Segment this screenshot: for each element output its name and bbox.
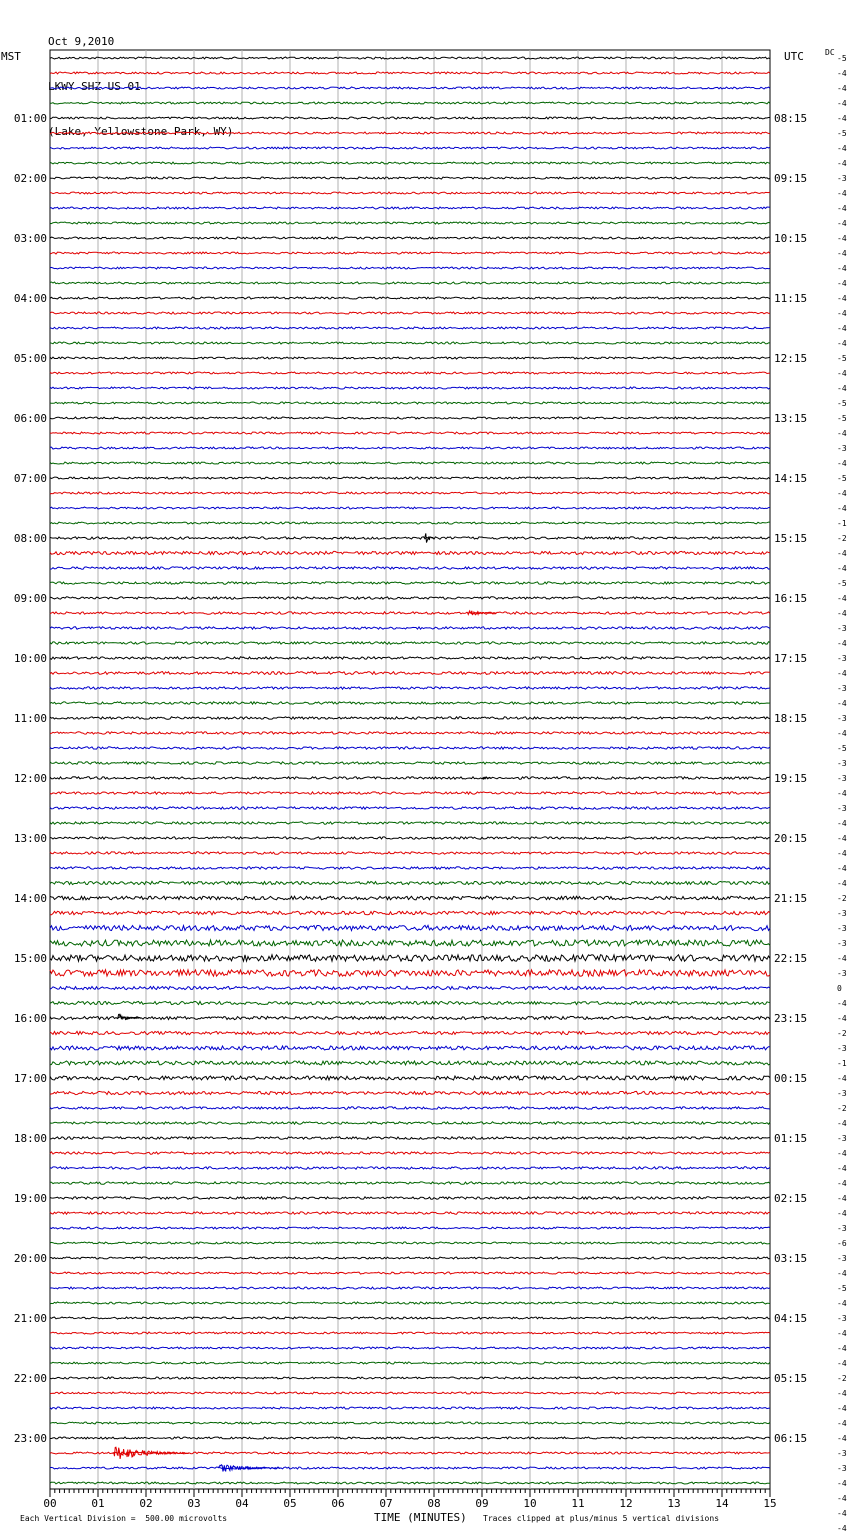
left-hour-label: 02:00 [13, 172, 47, 185]
trace-row [50, 582, 770, 584]
dc-offset-label: -4 [837, 234, 847, 243]
dc-offset-label: -3 [837, 969, 847, 978]
plot-date: Oct 9,2010 [48, 35, 115, 48]
dc-offset-label: -4 [837, 219, 847, 228]
dc-offset-label: -4 [837, 1269, 847, 1278]
trace-row [50, 237, 770, 239]
trace-row [50, 282, 770, 284]
right-hour-label: 17:15 [774, 652, 808, 665]
trace-row [50, 1212, 770, 1214]
trace-row [50, 267, 770, 269]
right-hour-label: 00:15 [774, 1072, 808, 1085]
right-hour-label: 09:15 [774, 172, 808, 185]
left-hour-label: 06:00 [13, 412, 47, 425]
left-hour-label: 19:00 [13, 1192, 47, 1205]
left-hour-label: 15:00 [13, 952, 47, 965]
scale-note: Each Vertical Division = 500.00 microvolts [20, 1514, 228, 1523]
trace-row [50, 732, 770, 734]
dc-offset-label: -4 [837, 849, 847, 858]
dc-offset-label: -4 [837, 594, 847, 603]
dc-offset-label: -4 [837, 729, 847, 738]
dc-offset-label: -2 [837, 1029, 847, 1038]
dc-offset-label: -3 [837, 714, 847, 723]
trace-row [50, 192, 770, 194]
trace-row [50, 507, 770, 509]
trace-row [50, 1482, 770, 1484]
trace-row [50, 207, 770, 209]
trace-row [50, 1227, 770, 1229]
trace-row [50, 940, 770, 946]
left-hour-label: 23:00 [13, 1432, 47, 1445]
left-hour-label: 07:00 [13, 472, 47, 485]
dc-offset-label: -5 [837, 744, 847, 753]
dc-offset-label: -2 [837, 1374, 847, 1383]
dc-offset-label: -4 [837, 999, 847, 1008]
trace-row [50, 252, 770, 254]
trace-row [50, 970, 770, 976]
dc-offset-label: -3 [837, 804, 847, 813]
trace-row [50, 672, 770, 675]
dc-offset-label: -5 [837, 129, 847, 138]
left-hour-label: 03:00 [13, 232, 47, 245]
dc-offset-label: -3 [837, 444, 847, 453]
dc-offset-label: -2 [837, 1104, 847, 1113]
trace-row [50, 1392, 770, 1394]
dc-offset-label: -6 [837, 1239, 847, 1248]
trace-row [50, 162, 770, 164]
dc-offset-label: -4 [837, 1074, 847, 1083]
trace-row [50, 777, 770, 779]
dc-offset-label: -4 [837, 144, 847, 153]
trace-row [50, 327, 770, 329]
trace-row [50, 1182, 770, 1184]
trace-row [50, 867, 770, 869]
dc-offset-label: -2 [837, 894, 847, 903]
right-hour-label: 19:15 [774, 772, 808, 785]
dc-offset-label: -4 [837, 819, 847, 828]
trace-row [50, 642, 770, 644]
dc-offset-label: -4 [837, 1434, 847, 1443]
trace-row [50, 312, 770, 314]
right-hour-label: 06:15 [774, 1432, 808, 1445]
dc-offset-label: -4 [837, 264, 847, 273]
dc-offset-label: -4 [837, 324, 847, 333]
x-tick-label: 01 [91, 1497, 105, 1510]
dc-offset-label: -4 [837, 189, 847, 198]
trace-row [50, 762, 770, 764]
seismic-event [112, 1447, 188, 1459]
trace-row [50, 1167, 770, 1169]
dc-offset-label: -5 [837, 474, 847, 483]
dc-label: DC [825, 48, 835, 57]
dc-offset-label: -4 [837, 789, 847, 798]
dc-offset-label: -4 [837, 564, 847, 573]
dc-offset-label: -4 [837, 669, 847, 678]
trace-row [50, 986, 770, 989]
seismic-event [424, 533, 433, 542]
x-tick-label: 13 [667, 1497, 681, 1510]
dc-offset-label: -4 [837, 954, 847, 963]
dc-offset-label: -4 [837, 204, 847, 213]
left-hour-label: 05:00 [13, 352, 47, 365]
trace-row [50, 1107, 770, 1109]
dc-offset-label: -3 [837, 654, 847, 663]
dc-offset-label: -5 [837, 399, 847, 408]
trace-row [50, 1001, 770, 1004]
dc-offset-label: -4 [837, 1509, 847, 1518]
trace-row [50, 1272, 770, 1274]
trace-row [50, 1332, 770, 1334]
dc-offset-label: -4 [837, 489, 847, 498]
left-hour-label: 21:00 [13, 1312, 47, 1325]
trace-row [50, 417, 770, 419]
dc-offset-label: -4 [837, 1404, 847, 1413]
dc-offset-label: -3 [837, 624, 847, 633]
right-hour-label: 08:15 [774, 112, 808, 125]
trace-row [50, 852, 770, 854]
dc-offset-label: -4 [837, 639, 847, 648]
left-hour-label: 22:00 [13, 1372, 47, 1385]
dc-offset-label: -4 [837, 384, 847, 393]
dc-offset-label: -4 [837, 1344, 847, 1353]
trace-row [50, 462, 770, 464]
left-hour-label: 12:00 [13, 772, 47, 785]
right-timezone-label: UTC [784, 50, 804, 63]
dc-offset-label: -3 [837, 1089, 847, 1098]
right-hour-label: 11:15 [774, 292, 808, 305]
left-hour-label: 04:00 [13, 292, 47, 305]
trace-row [50, 147, 770, 149]
right-hour-label: 05:15 [774, 1372, 808, 1385]
left-hour-label: 10:00 [13, 652, 47, 665]
trace-row [50, 597, 770, 599]
dc-offset-label: -3 [837, 174, 847, 183]
trace-row [50, 72, 770, 74]
trace-row [50, 1467, 770, 1469]
trace-row [50, 132, 770, 134]
dc-offset-label: -4 [837, 369, 847, 378]
dc-offset-label: -4 [837, 279, 847, 288]
trace-row [50, 925, 770, 930]
dc-offset-label: -4 [837, 1119, 847, 1128]
right-hour-label: 03:15 [774, 1252, 808, 1265]
trace-row [50, 1347, 770, 1349]
trace-row [50, 1076, 770, 1080]
dc-offset-label: -4 [837, 834, 847, 843]
x-tick-label: 14 [715, 1497, 729, 1510]
dc-offset-label: -4 [837, 1164, 847, 1173]
dc-offset-label: -3 [837, 1314, 847, 1323]
dc-offset-label: -4 [837, 1149, 847, 1158]
right-hour-label: 23:15 [774, 1012, 808, 1025]
dc-offset-label: -3 [837, 1224, 847, 1233]
trace-row [50, 837, 770, 839]
right-hour-label: 14:15 [774, 472, 808, 485]
trace-row [50, 537, 770, 539]
dc-offset-label: -5 [837, 579, 847, 588]
trace-row [50, 402, 770, 404]
dc-offset-label: -4 [837, 609, 847, 618]
trace-row [50, 102, 770, 104]
dc-offset-label: -3 [837, 684, 847, 693]
dc-offset-label: -2 [837, 534, 847, 543]
dc-offset-label: -5 [837, 54, 847, 63]
station-code: LKWY SHZ US 01 [48, 80, 141, 93]
left-hour-label: 14:00 [13, 892, 47, 905]
trace-row [50, 627, 770, 629]
trace-row [50, 57, 770, 59]
trace-row [50, 1377, 770, 1379]
dc-offset-label: -4 [837, 864, 847, 873]
dc-offset-label: -3 [837, 1449, 847, 1458]
dc-offset-label: -3 [837, 1134, 847, 1143]
trace-row [50, 432, 770, 434]
right-hour-label: 15:15 [774, 532, 808, 545]
right-hour-label: 16:15 [774, 592, 808, 605]
trace-row [50, 896, 770, 900]
dc-offset-label: -3 [837, 909, 847, 918]
trace-row [50, 1362, 770, 1364]
dc-offset-label: -4 [837, 699, 847, 708]
x-tick-label: 04 [235, 1497, 249, 1510]
dc-offset-label: -4 [837, 1179, 847, 1188]
dc-offset-label: -4 [837, 309, 847, 318]
dc-offset-label: -4 [837, 1014, 847, 1023]
dc-offset-label: -1 [837, 1059, 847, 1068]
trace-row [50, 342, 770, 344]
trace-row [50, 1257, 770, 1259]
trace-row [50, 372, 770, 374]
right-hour-label: 22:15 [774, 952, 808, 965]
dc-offset-label: -4 [837, 1299, 847, 1308]
x-tick-label: 10 [523, 1497, 537, 1510]
trace-row [50, 1407, 770, 1409]
dc-offset-label: -4 [837, 339, 847, 348]
dc-offset-label: -4 [837, 879, 847, 888]
right-hour-label: 13:15 [774, 412, 808, 425]
trace-row [50, 1422, 770, 1424]
trace-row [50, 1287, 770, 1289]
left-hour-label: 20:00 [13, 1252, 47, 1265]
trace-row [50, 1242, 770, 1244]
dc-offset-label: -4 [837, 459, 847, 468]
x-tick-label: 03 [187, 1497, 201, 1510]
dc-offset-label: -4 [837, 294, 847, 303]
dc-offset-label: -4 [837, 549, 847, 558]
left-hour-label: 09:00 [13, 592, 47, 605]
trace-row [50, 1302, 770, 1304]
station-location: (Lake, Yellowstone Park, WY) [48, 125, 234, 138]
dc-offset-label: -4 [837, 504, 847, 513]
right-hour-label: 04:15 [774, 1312, 808, 1325]
dc-offset-label: -4 [837, 1329, 847, 1338]
dc-offset-label: -3 [837, 939, 847, 948]
dc-offset-label: -3 [837, 924, 847, 933]
left-hour-label: 17:00 [13, 1072, 47, 1085]
trace-row [50, 177, 770, 179]
trace-row [50, 1197, 770, 1199]
trace-row [50, 657, 770, 659]
right-hour-label: 12:15 [774, 352, 808, 365]
x-axis-title: TIME (MINUTES) [374, 1511, 467, 1524]
dc-offset-label: 0 [837, 984, 842, 993]
x-tick-label: 08 [427, 1497, 441, 1510]
dc-offset-label: -3 [837, 1044, 847, 1053]
dc-offset-label: -5 [837, 414, 847, 423]
x-tick-label: 05 [283, 1497, 297, 1510]
trace-row [50, 687, 770, 689]
trace-row [50, 1061, 770, 1065]
trace-row [50, 1152, 770, 1154]
trace-row [50, 911, 770, 915]
trace-row [50, 822, 770, 824]
dc-offset-label: -5 [837, 354, 847, 363]
trace-row [50, 702, 770, 704]
dc-offset-label: -4 [837, 99, 847, 108]
trace-row [50, 955, 770, 961]
left-hour-label: 18:00 [13, 1132, 47, 1145]
left-hour-label: 08:00 [13, 532, 47, 545]
dc-offset-label: -4 [837, 69, 847, 78]
trace-row [50, 792, 770, 794]
dc-offset-label: -4 [837, 84, 847, 93]
dc-offset-label: -3 [837, 1464, 847, 1473]
right-hour-label: 10:15 [774, 232, 808, 245]
dc-offset-label: -1 [837, 519, 847, 528]
dc-offset-label: -5 [837, 1284, 847, 1293]
dc-offset-label: -4 [837, 1194, 847, 1203]
trace-row [50, 477, 770, 479]
trace-row [50, 807, 770, 809]
trace-row [50, 117, 770, 119]
dc-offset-label: -4 [837, 1524, 847, 1533]
trace-row [50, 1437, 770, 1439]
dc-offset-label: -4 [837, 1359, 847, 1368]
trace-row [50, 357, 770, 359]
trace-row [50, 747, 770, 749]
trace-row [50, 1046, 770, 1050]
left-timezone-label: MST [1, 50, 21, 63]
dc-offset-label: -3 [837, 774, 847, 783]
trace-row [50, 567, 770, 569]
trace-row [50, 881, 770, 884]
right-hour-label: 01:15 [774, 1132, 808, 1145]
dc-offset-label: -4 [837, 1389, 847, 1398]
trace-row [50, 612, 770, 614]
trace-row [50, 522, 770, 524]
trace-row [50, 447, 770, 449]
trace-row [50, 1091, 770, 1094]
trace-row [50, 492, 770, 494]
left-hour-label: 01:00 [13, 112, 47, 125]
dc-offset-label: -4 [837, 429, 847, 438]
trace-row [50, 387, 770, 389]
right-hour-label: 18:15 [774, 712, 808, 725]
left-hour-label: 16:00 [13, 1012, 47, 1025]
dc-offset-label: -3 [837, 759, 847, 768]
left-hour-label: 13:00 [13, 832, 47, 845]
dc-offset-label: -4 [837, 1494, 847, 1503]
dc-offset-label: -4 [837, 159, 847, 168]
trace-row [50, 1122, 770, 1124]
x-tick-label: 12 [619, 1497, 633, 1510]
dc-offset-label: -4 [837, 1479, 847, 1488]
dc-offset-label: -4 [837, 1419, 847, 1428]
trace-row [50, 297, 770, 299]
dc-offset-label: -4 [837, 114, 847, 123]
x-tick-label: 11 [571, 1497, 585, 1510]
left-hour-label: 11:00 [13, 712, 47, 725]
trace-row [50, 1016, 770, 1019]
clip-note: Traces clipped at plus/minus 5 vertical divisions [483, 1514, 720, 1523]
x-tick-label: 07 [379, 1497, 393, 1510]
right-hour-label: 20:15 [774, 832, 808, 845]
dc-offset-label: -4 [837, 249, 847, 258]
right-hour-label: 02:15 [774, 1192, 808, 1205]
trace-row [50, 1317, 770, 1319]
dc-offset-label: -3 [837, 1254, 847, 1263]
trace-row [50, 1137, 770, 1139]
x-tick-label: 09 [475, 1497, 489, 1510]
right-hour-label: 21:15 [774, 892, 808, 905]
trace-row [50, 222, 770, 224]
x-tick-label: 00 [43, 1497, 57, 1510]
trace-row [50, 87, 770, 89]
x-tick-label: 15 [763, 1497, 777, 1510]
trace-row [50, 717, 770, 719]
dc-offset-label: -4 [837, 1209, 847, 1218]
x-tick-label: 06 [331, 1497, 345, 1510]
trace-row [50, 1031, 770, 1034]
x-tick-label: 02 [139, 1497, 153, 1510]
trace-row [50, 551, 770, 554]
